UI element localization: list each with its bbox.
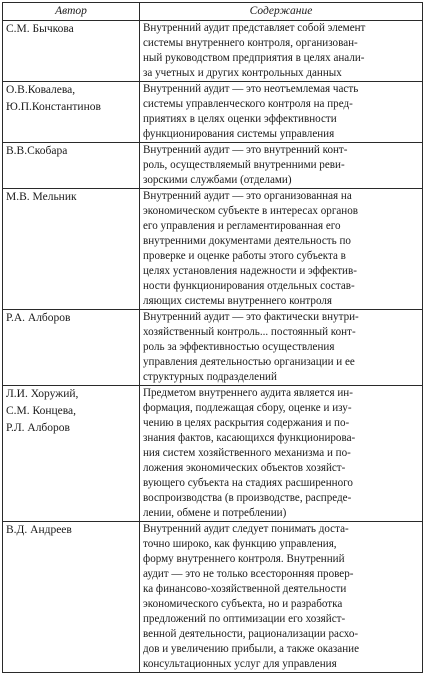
content-line: функционирования системы управления	[143, 128, 335, 140]
content-line: хозяйственный контроль... постоянный конт-	[143, 326, 356, 338]
content-line: Внутренний аудит — это неотъемлемая часть	[143, 83, 359, 95]
author-name: Л.И. Хоружий,	[6, 388, 79, 400]
author-cell	[3, 310, 140, 386]
author-cell	[3, 82, 140, 143]
author-name: В.В.Скобара	[6, 145, 68, 157]
content-line: управления деятельностью организации и ее	[143, 356, 355, 368]
table-row	[3, 82, 423, 143]
content-line: форму внутреннего контроля. Внутренний	[143, 553, 345, 565]
content-line: ляющих системы внутреннего контроля	[143, 295, 332, 307]
content-line: системы внутреннего контроля, организован-	[143, 37, 358, 49]
content-line: Внутренний аудит — это внутренний конт-	[143, 144, 348, 156]
content-cell	[140, 522, 423, 673]
definitions-table	[2, 2, 423, 673]
content-line: венной деятельности, рационализации расхо-	[143, 628, 359, 640]
content-line: его управления и регламентированная его	[143, 220, 341, 232]
author-name: О.В.Ковалева,	[6, 84, 76, 96]
content-line: лении, обмене и потреблении)	[143, 507, 287, 519]
content-line: за учетных и других контрольных данных	[143, 67, 342, 79]
author-cell	[3, 189, 140, 310]
author-name: Р.А. Алборов	[6, 312, 71, 324]
content-line: Внутренний аудит — это фактически внутри-	[143, 311, 359, 323]
content-line: ности функционирования отдельных состав-	[143, 280, 355, 292]
author-cell	[3, 522, 140, 673]
content-cell	[140, 143, 423, 189]
content-cell	[140, 310, 423, 386]
document-page	[2, 2, 422, 673]
content-line: Внутренний аудит представляет собой элемент	[143, 22, 366, 34]
content-line: структурных подразделений	[143, 371, 277, 383]
author-cell	[3, 386, 140, 522]
header-author: Автор	[3, 3, 140, 21]
content-cell	[140, 82, 423, 143]
content-line: Предметом внутреннего аудита является ин-	[143, 387, 353, 399]
content-line: аудит — это не только всесторонняя провер-	[143, 568, 354, 580]
content-line: экономического субъекта, но и разработка	[143, 598, 343, 610]
author-name: В.Д. Андреев	[6, 524, 72, 536]
table-row	[3, 21, 423, 82]
content-line: приятиях в целях оценки эффективности	[143, 113, 337, 125]
author-name: Р.Л. Алборов	[6, 422, 70, 434]
content-line: экономическом субъекте в интересах органов	[143, 205, 359, 217]
content-line: воспроизводства (в производстве, распреде-	[143, 492, 352, 504]
author-name: С.М. Концева,	[6, 405, 77, 417]
header-content: Содержание	[140, 3, 423, 21]
content-line: предложений по оптимизации его хозяйст-	[143, 613, 346, 625]
author-cell	[3, 21, 140, 82]
content-line: роль, осуществляемый внутренними реви-	[143, 159, 345, 171]
content-line: ка финансово-хозяйственной деятельности	[143, 583, 347, 595]
content-cell	[140, 21, 423, 82]
content-line: зорскими службами (отделами)	[143, 174, 292, 186]
content-line: чению в целях раскрытия содержания и по-	[143, 417, 350, 429]
content-line: знания фактов, касающихся функционирова-	[143, 432, 356, 444]
content-cell	[140, 189, 423, 310]
table-row	[3, 189, 423, 310]
content-line: роль за эффективностью осуществления	[143, 341, 335, 353]
content-line: Внутренний аудит — это организованная на	[143, 190, 352, 202]
content-line: ложения экономических объектов хозяйст-	[143, 462, 346, 474]
content-line: проверке и оценке работы этого субъекта в	[143, 250, 346, 262]
content-line: дов и увеличению прибыли, а также оказание	[143, 643, 360, 655]
content-line: целях установления надежности и эффектив-	[143, 265, 357, 277]
table-header-row	[3, 3, 423, 21]
table-body	[3, 21, 423, 673]
content-line: Внутренний аудит следует понимать доста-	[143, 523, 349, 535]
table-row	[3, 386, 423, 522]
content-line: консультационных услуг для управления	[143, 658, 337, 670]
table-row	[3, 143, 423, 189]
content-line: вующего субъекта на стадиях расширенного	[143, 477, 353, 489]
table-row	[3, 522, 423, 673]
content-line: точно широко, как функцию управления,	[143, 538, 337, 550]
author-name: Ю.П.Константинов	[6, 101, 101, 113]
author-name: С.М. Бычкова	[6, 23, 74, 35]
content-line: ния систем хозяйственного механизма и по-	[143, 447, 351, 459]
author-name: М.В. Мельник	[6, 191, 77, 203]
content-cell	[140, 386, 423, 522]
table-row	[3, 310, 423, 386]
content-line: формация, подлежащая сбору, оценке и изу-	[143, 402, 352, 414]
content-line: внутренними документами деятельность по	[143, 235, 351, 247]
content-line: ный руководством предприятия в целях анали-	[143, 52, 365, 64]
content-line: системы управленческого контроля на пред-	[143, 98, 353, 110]
author-cell	[3, 143, 140, 189]
